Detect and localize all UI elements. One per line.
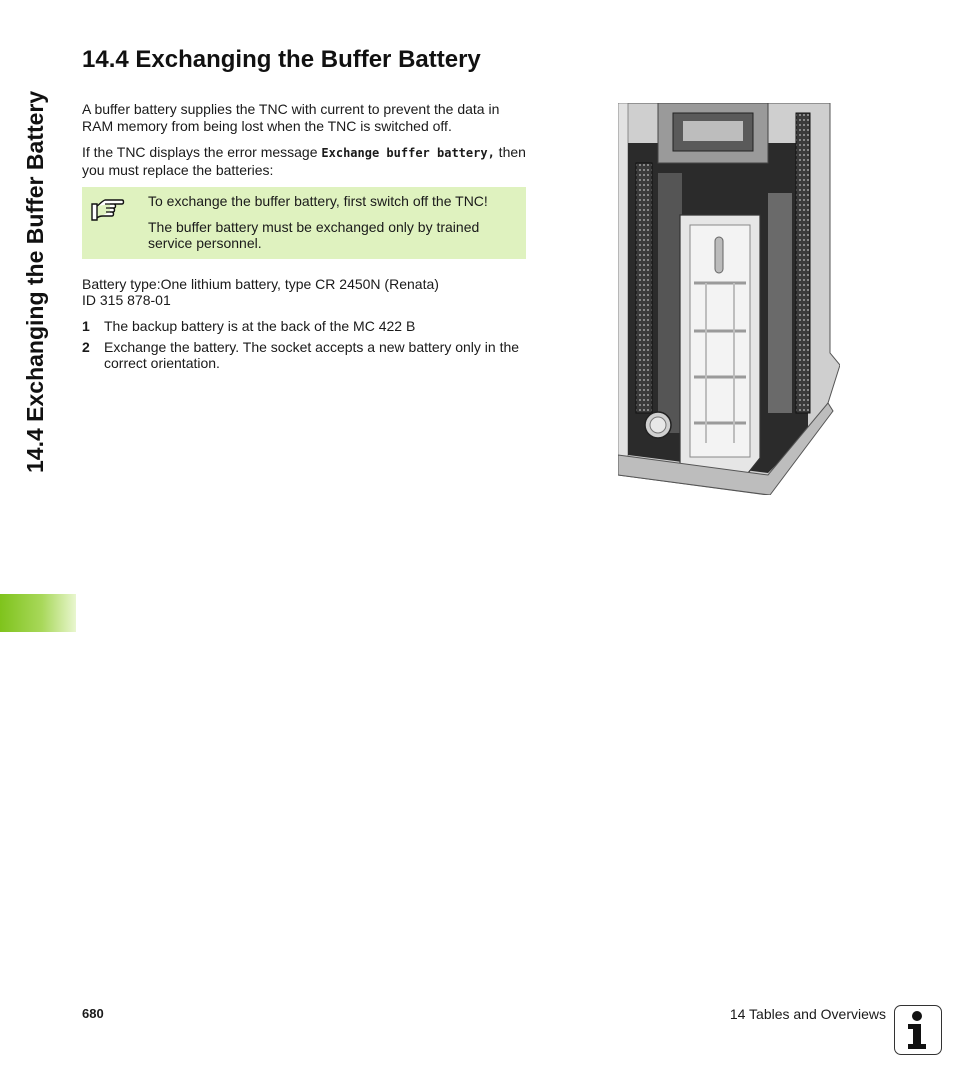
battery-compartment-photo	[618, 103, 840, 495]
chapter-tab	[0, 594, 76, 632]
error-outro: then you must replace the batteries:	[82, 144, 526, 178]
info-glyph	[895, 1006, 940, 1053]
error-message: Exchange buffer battery,	[321, 146, 495, 160]
step-text: The backup battery is at the back of the MC 422 B	[104, 318, 416, 334]
pointing-hand-icon	[90, 195, 126, 225]
error-intro: If the TNC displays the error message	[82, 144, 322, 160]
battery-type: Battery type:One lithium battery, type CR 2450N (Renata)	[82, 276, 439, 292]
note-line-2: The buffer battery must be exchanged only by trained service personnel.	[148, 219, 480, 251]
note-line-1: To exchange the buffer battery, first switch off the TNC!	[148, 193, 488, 209]
error-paragraph	[82, 144, 532, 179]
page-title: 14.4 Exchanging the Buffer Battery	[82, 46, 481, 73]
note-box	[82, 187, 526, 259]
chapter-label: 14 Tables and Overviews	[729, 1006, 886, 1022]
step-text: Exchange the battery. The socket accepts a new battery only in the correct orientation.	[104, 339, 520, 371]
step-number: 1	[82, 318, 90, 334]
step-number: 2	[82, 339, 90, 355]
side-chapter-title: 14.4 Exchanging the Buffer Battery	[22, 90, 48, 473]
info-icon[interactable]	[894, 1005, 942, 1055]
page-number: 680	[82, 1006, 104, 1021]
intro-paragraph: A buffer battery supplies the TNC with current to prevent the data in RAM memory from being lost when the TNC is switched off.	[82, 101, 500, 134]
battery-id: ID 315 878-01	[82, 292, 171, 308]
